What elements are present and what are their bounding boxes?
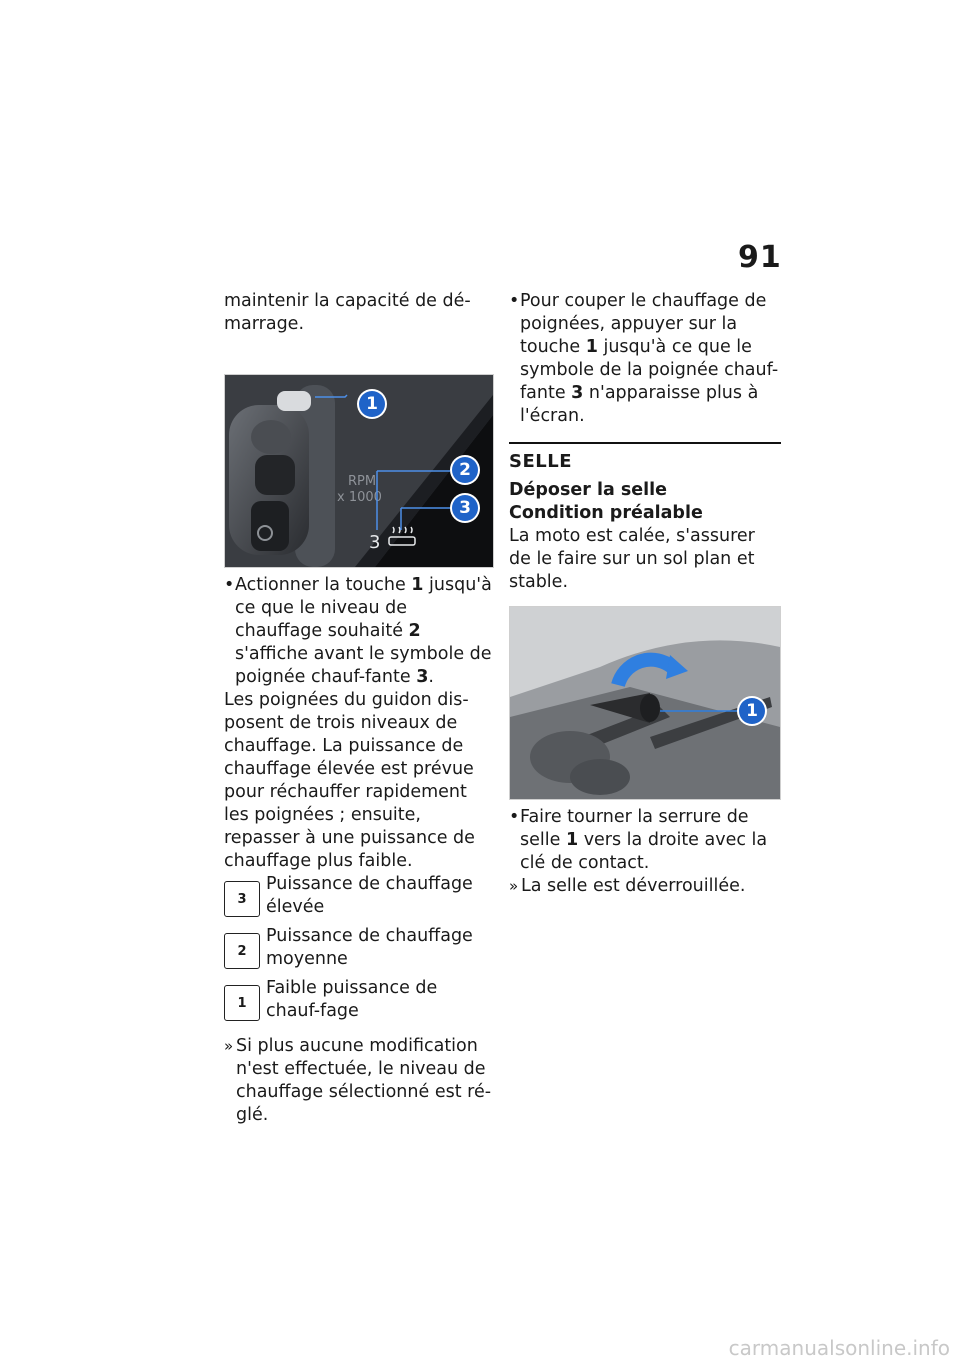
- callout-2: 2: [452, 457, 478, 483]
- result-mark: »: [224, 1037, 234, 1055]
- legend-text-high: Puissance de chauffage élevée: [266, 874, 473, 917]
- step-text-2: jusqu'à ce que le niveau de chauffage souhaité: [235, 575, 492, 641]
- left-column: [224, 290, 494, 1127]
- legend-row-high: [224, 873, 494, 919]
- step-text-3: n'apparaisse plus à l'écran.: [520, 383, 759, 426]
- ref-2: 2: [408, 621, 421, 641]
- step-activate-heating: [224, 574, 494, 689]
- heating-level-2-icon: 2: [224, 933, 260, 969]
- legend-text-medium: Puissance de chauffage moyenne: [266, 926, 473, 969]
- section-divider: [509, 442, 781, 444]
- page-number: 91: [738, 240, 782, 275]
- step-text-1: Pour couper le chauffage de poignées, appuyer sur la touche: [520, 291, 767, 357]
- seat-lock-illustration: [510, 607, 780, 799]
- callout-1: 1: [739, 698, 765, 724]
- condition-title: Condition préalable: [509, 503, 703, 523]
- legend-text-low: Faible puissance de chauf-fage: [266, 978, 438, 1021]
- heating-level-legend: [224, 873, 494, 1023]
- heating-levels-paragraph: Les poignées du guidon dis-posent de trois niveaux de chauffage. La puissance de chauffage élevée est prévue pour réchauffer rapidement les poignées ; ensuite, repasser à une puissance de chauffage plus faible.: [224, 690, 475, 871]
- section-title: SELLE: [509, 451, 572, 472]
- step-text-1: Actionner la touche: [235, 575, 412, 595]
- result-mark: »: [509, 877, 519, 895]
- ref-1: 1: [411, 575, 424, 595]
- condition-text: La moto est calée, s'assurer de le faire sur un sol plan et stable.: [509, 526, 755, 592]
- intro-text: maintenir la capacité de dé-marrage.: [224, 291, 471, 334]
- rpm-scale-text: x 1000: [337, 490, 382, 505]
- result-level-set: [224, 1035, 494, 1127]
- ref-3: 3: [571, 383, 584, 403]
- step-text-1: Faire tourner la serrure de selle: [520, 807, 749, 850]
- legend-row-low: [224, 977, 494, 1023]
- ref-3: 3: [416, 667, 429, 687]
- step-text-2: jusqu'à ce que le symbole de la poignée chauf-fante: [520, 337, 779, 403]
- result-text: Si plus aucune modification n'est effectuée, le niveau de chauffage sélectionné est ré-glé.: [236, 1036, 492, 1125]
- heating-level-3-icon: 3: [224, 881, 260, 917]
- legend-row-medium: [224, 925, 494, 971]
- ref-1: 1: [585, 337, 598, 357]
- step-text-4: .: [428, 667, 434, 687]
- callout-1: 1: [359, 391, 385, 417]
- step-turn-off-heating: [509, 290, 781, 428]
- ref-1: 1: [565, 830, 579, 850]
- right-column: [509, 290, 781, 898]
- result-text: La selle est déverrouillée.: [521, 876, 746, 896]
- handlebar-switch-figure: [224, 374, 494, 568]
- subsection-title: Déposer la selle: [509, 480, 668, 500]
- step-turn-lock: [509, 806, 781, 875]
- callout-3: 3: [452, 495, 478, 521]
- step-text-3: s'affiche avant le symbole de poignée chauf-fante: [235, 644, 492, 687]
- watermark: carmanualsonline.info: [728, 1336, 950, 1360]
- seat-lock-figure: [509, 606, 781, 800]
- result-seat-unlocked: [509, 875, 781, 898]
- heating-level-digit: 3: [369, 532, 381, 553]
- step-text-2: vers la droite avec la clé de contact.: [520, 830, 768, 873]
- rpm-text: RPM: [348, 474, 377, 489]
- heating-level-1-icon: 1: [224, 985, 260, 1021]
